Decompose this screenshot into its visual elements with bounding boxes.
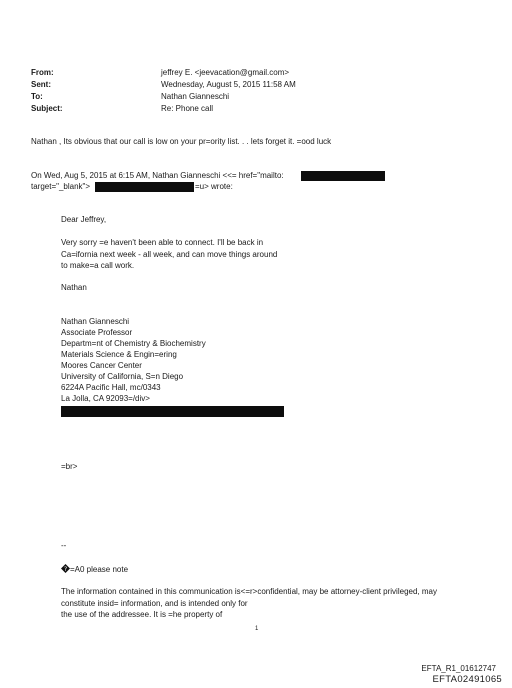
redaction-signature-line: [61, 406, 284, 417]
reply-text: Nathan , Its obvious that our call is low on your pr=ority list. . . lets forget it. =ood luck: [31, 137, 332, 146]
paragraph-line-3: to make=a call work.: [61, 261, 135, 270]
redaction-email-2: [95, 182, 194, 192]
signature-materials: Materials Science & Engin=ering: [61, 350, 177, 359]
page-number: 1: [255, 626, 259, 632]
confidentiality-line-1: The information contained in this communication is<=r>confidential, may be attorney-client privileged, may: [61, 587, 437, 596]
please-note-text: =A0 please note: [70, 565, 129, 574]
sign-off-name: Nathan: [61, 283, 87, 292]
confidentiality-line-3: the use of the addressee. It is =he property of: [61, 610, 223, 619]
replacement-character-icon: [61, 564, 70, 573]
signature-university: University of California, S=n Diego: [61, 372, 184, 381]
subject-value: Re: Phone call: [161, 104, 214, 113]
signature-department: Departm=nt of Chemistry & Biochemistry: [61, 339, 206, 348]
confidentiality-line-2: constitute insid= information, and is intended only for: [61, 599, 248, 608]
footer-id-secondary: EFTA02491065: [432, 674, 502, 685]
br-tag-text: =br>: [61, 462, 78, 471]
signature-title: Associate Professor: [61, 328, 133, 337]
from-value: jeffrey E. <jeevacation@gmail.com>: [161, 68, 290, 77]
please-note-line: [61, 564, 128, 575]
paragraph-line-1: Very sorry =e haven't been able to connect. I'll be back in: [61, 238, 264, 247]
paragraph-line-2: Ca=ifornia next week - all week, and can move things around: [61, 250, 278, 259]
signature-cancer-center: Moores Cancer Center: [61, 361, 142, 370]
dashes: --: [61, 541, 67, 550]
to-value: Nathan Gianneschi: [161, 92, 230, 101]
footer-id-primary: EFTA_R1_01612747: [421, 664, 496, 673]
quote-intro-line-1: On Wed, Aug 5, 2015 at 6:15 AM, Nathan Gianneschi <<= href="mailto:: [31, 171, 284, 180]
subject-label: Subject:: [31, 104, 63, 113]
redaction-email-1: [301, 171, 385, 181]
to-label: To:: [31, 92, 43, 101]
signature-name: Nathan Gianneschi: [61, 317, 130, 326]
signature-address: 6224A Pacific Hall, mc/0343: [61, 383, 161, 392]
from-label: From:: [31, 68, 54, 77]
sent-value: Wednesday, August 5, 2015 11:58 AM: [161, 80, 296, 89]
sent-label: Sent:: [31, 80, 51, 89]
quote-intro-line-2a: target="_blank">: [31, 182, 91, 191]
greeting: Dear Jeffrey,: [61, 215, 107, 224]
svg-text:?: ?: [63, 565, 68, 573]
quote-intro-line-2b: =u> wrote:: [195, 182, 233, 191]
signature-city: La Jolla, CA 92093=/div>: [61, 394, 150, 403]
